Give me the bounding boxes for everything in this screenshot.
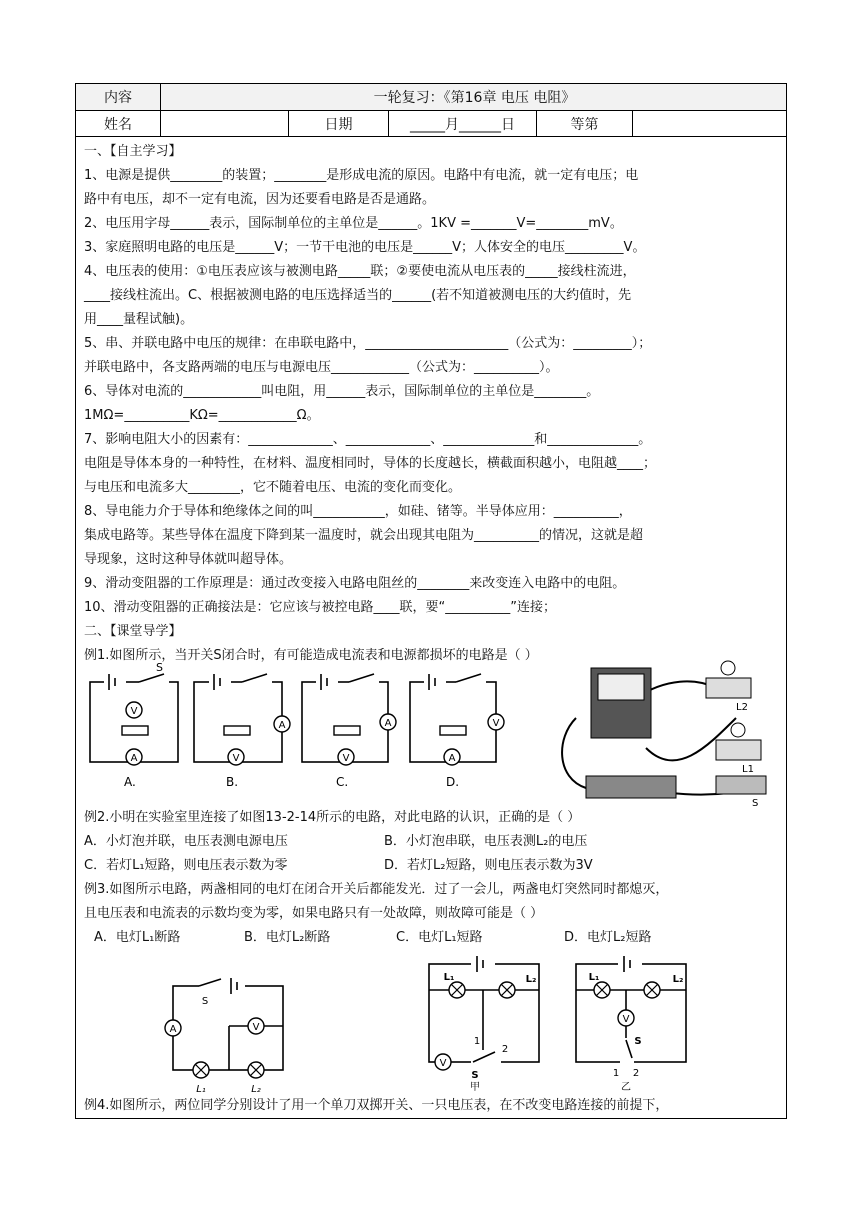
text-line: 4、电压表的使用：①电压表应该与被测电路_____联；②要使电流从电压表的_____接线柱流进，: [84, 264, 636, 279]
ammeter-label: A: [384, 718, 392, 729]
ammeter-label: A: [169, 1024, 177, 1035]
option-label: C.: [336, 775, 349, 789]
ex4-stem: 例4.如图所示，两位同学分别设计了用一个单刀双掷开关、一只电压表，在不改变电路连接的前提下，: [84, 1098, 669, 1113]
lamp2-label: L₂: [672, 974, 684, 985]
text-line: 电阻是导体本身的一种特性，在材料、温度相同时，导体的长度越长，横截面积越小，电阻越____；: [84, 456, 657, 471]
ex3-option-c: C．电灯L₁短路: [396, 930, 483, 945]
text-line: 6、导体对电流的____________叫电阻，用______表示，国际制单位的主单位是________。: [84, 384, 600, 399]
ex3-circuit-left: [161, 976, 301, 1096]
ex2-option-b: B．小灯泡串联，电压表测L₂的电压: [384, 834, 588, 849]
ex3-circuit-jia: [421, 954, 546, 1094]
ex3-stem-2: 且电压表和电流表的示数均变为零，如果电路只有一处故障，则故障可能是（ ）: [84, 906, 544, 921]
ammeter-label: A: [448, 753, 456, 764]
switch-label: S: [156, 661, 163, 674]
name-field[interactable]: [161, 111, 289, 136]
ex3-option-b: B．电灯L₂断路: [244, 930, 331, 945]
text-line: 一、【自主学习】: [84, 144, 182, 159]
voltmeter-label: V: [439, 1058, 447, 1069]
voltmeter-label: V: [232, 753, 240, 764]
ex2-option-c: C．若灯L₁短路，则电压表示数为零: [84, 858, 288, 873]
worksheet: [75, 83, 787, 1119]
header-row-1: [76, 84, 786, 111]
switch-device: [716, 776, 766, 794]
text-line: 1、电源是提供________的装置；________是形成电流的原因。电路中有电流，就一定有电压；电: [84, 168, 639, 183]
ex2-ex3-text: [84, 806, 784, 950]
name-label: 姓名: [76, 111, 161, 136]
ex2-apparatus-photo: [546, 658, 782, 808]
voltmeter-label: V: [130, 706, 138, 717]
lamp2-label: L₂: [251, 1084, 261, 1095]
content-label: 内容: [76, 84, 161, 110]
page-title: 一轮复习：《第16章 电压 电阻》: [373, 90, 576, 106]
voltmeter-label: V: [252, 1022, 260, 1033]
switch-label: S: [634, 1036, 642, 1047]
lamp-holder: [716, 740, 761, 760]
ex2-option-a: A．小灯泡并联，电压表测电源电压: [84, 834, 288, 849]
switch-label: S: [752, 798, 759, 809]
bulb-icon: [721, 661, 735, 675]
ex2-options-row1: [84, 830, 784, 854]
voltmeter-label: V: [492, 718, 500, 729]
text-line: 与电压和电流多大________，它不随着电压、电流的变化而变化。: [84, 480, 462, 495]
text-line: 2、电压用字母______表示，国际制单位的主单位是______。1KV =_______V=________mV。: [84, 216, 623, 231]
text-line: 3、家庭照明电路的电压是______V；一节干电池的电压是______V；人体安全的电压_________V。: [84, 240, 646, 255]
lamp2-label: L₂: [525, 974, 537, 985]
lamp1-label: L1: [742, 764, 754, 775]
text-line: 并联电路中，各支路两端的电压与电源电压____________（公式为：__________）。: [84, 360, 559, 375]
terminal-label: 2: [501, 1044, 509, 1055]
ammeter-label: A: [130, 753, 138, 764]
text-line: 8、导电能力介于导体和绝缘体之间的叫___________，如硅、锗等。半导体应用：__________，: [84, 504, 632, 519]
ex2-options-row2: [84, 854, 784, 878]
terminal-label: 1: [612, 1068, 620, 1079]
text-line: 集成电路等。某些导体在温度下降到某一温度时，就会出现其电阻为__________的情况，这就是超: [84, 528, 644, 543]
battery-holder: [586, 776, 676, 798]
text-line: 导现象，这时这种导体就叫超导体。: [84, 552, 293, 567]
voltmeter-label: V: [342, 753, 350, 764]
ex2-stem: 例2.小明在实验室里连接了如图13-2-14所示的电路，对此电路的认识，正确的是（ ）: [84, 810, 581, 825]
ex2-option-d: D．若灯L₂短路，则电压表示数为3V: [384, 858, 593, 873]
text-line: 1MΩ=__________KΩ=____________Ω。: [84, 408, 320, 423]
figure-caption: 甲: [470, 1082, 480, 1093]
ex3-option-d: D．电灯L₂短路: [564, 930, 652, 945]
text-line: 二、【课堂导学】: [84, 624, 182, 639]
terminal-label: 1: [473, 1036, 481, 1047]
ammeter-label: A: [278, 720, 286, 731]
voltmeter-label: V: [622, 1014, 630, 1025]
text-line: 路中有电压，却不一定有电流，因为还要看电路是否是通路。: [84, 192, 436, 207]
lamp1-label: L₁: [443, 972, 455, 983]
ex4-text: [84, 1094, 784, 1118]
bulb-icon: [731, 723, 745, 737]
ex3-options: [84, 926, 784, 950]
lamp2-label: L2: [736, 702, 748, 713]
ex3-stem-1: 例3.如图所示电路，两盏相同的电灯在闭合开关后都能发光．过了一会儿，两盏电灯突然同时都熄灭，: [84, 882, 669, 897]
switch-label: S: [471, 1070, 479, 1081]
date-label: 日期: [289, 111, 389, 136]
lamp1-label: L₁: [196, 1084, 206, 1095]
text-line: 5、串、并联电路中电压的规律：在串联电路中，______________________（公式为：_________）；: [84, 336, 652, 351]
ex1-circuits: [84, 661, 534, 790]
figure-caption: 乙: [621, 1082, 631, 1093]
text-line: ____接线柱流出。C、根据被测电路的电压选择适当的______(若不知道被测电压的大约值时，先: [84, 288, 632, 303]
grade-field[interactable]: [633, 111, 788, 136]
lamp1-label: L₁: [588, 972, 600, 983]
worksheet-body: [84, 140, 784, 668]
ex3-option-a: A．电灯L₁断路: [94, 930, 181, 945]
ex3-circuit-yi: [568, 954, 693, 1094]
terminal-label: 2: [632, 1068, 640, 1079]
text-line: 9、滑动变阻器的工作原理是：通过改变接入电路电阻丝的________来改变连入电路中的电阻。: [84, 576, 626, 591]
text-line: 7、影响电阻大小的因素有：_____________、_____________、______________和______________。: [84, 432, 652, 447]
lamp-holder: [706, 678, 751, 698]
grade-label: 等第: [537, 111, 633, 136]
switch-label: S: [201, 996, 209, 1007]
option-label: D.: [446, 775, 460, 789]
option-label: A.: [124, 775, 136, 789]
header-row-2: [76, 111, 786, 137]
text-line: 10、滑动变阻器的正确接法是：它应该与被控电路____联，要“__________”连接；: [84, 600, 557, 615]
text-line: 例1.如图所示，当开关S闭合时，有可能造成电流表和电源都损坏的电路是（ ）: [84, 648, 538, 663]
text-line: 用____量程试触)。: [84, 312, 194, 327]
date-field[interactable]: _____月______日: [389, 111, 537, 136]
option-label: B.: [226, 775, 239, 789]
